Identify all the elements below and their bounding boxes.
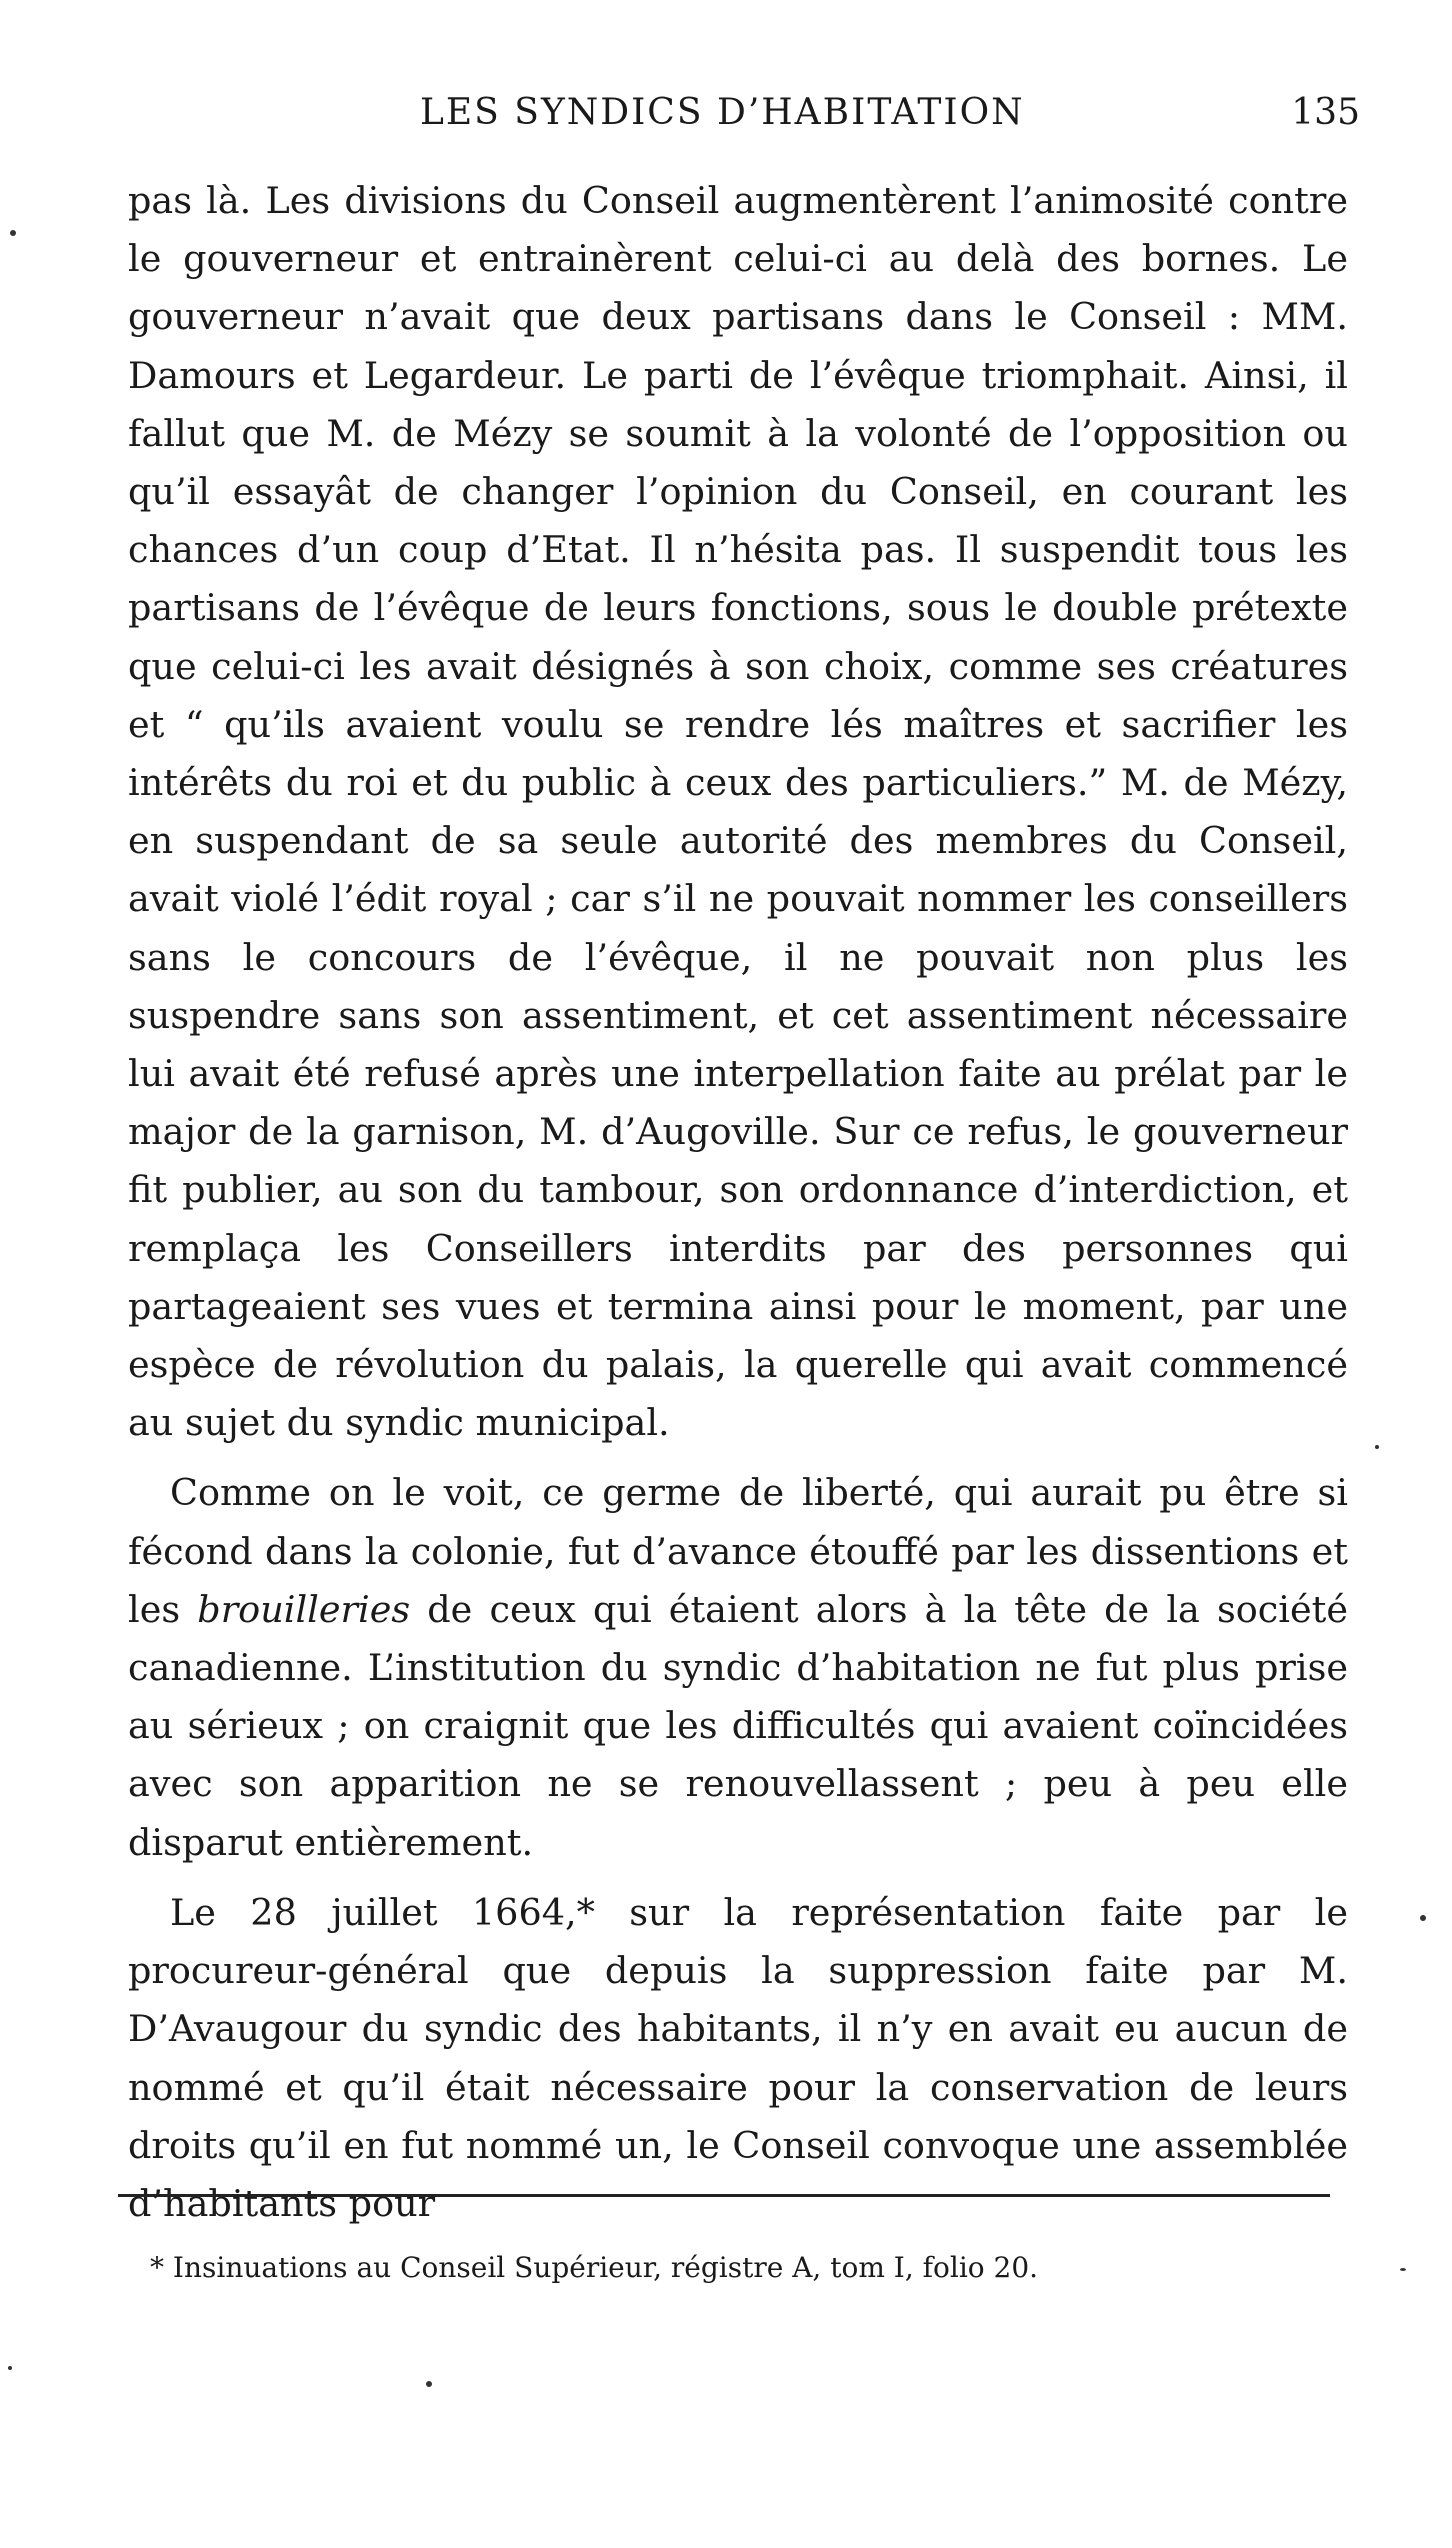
running-title: LES SYNDICS D’HABITATION (420, 92, 1025, 133)
paragraph-1: pas là. Les divisions du Conseil augmentèrent l’animosité contre le gouverneur et entrainèrent celui-ci au delà des bornes. Le gouverneur n’avait que deux partisans dans le Conseil : MM. Damours et Legardeur. Le parti de l’évêque triomphait. Ainsi, il fallut que M. de Mézy se soumit à la volonté de l’opposition ou qu’il essayât de changer l’opinion du Conseil, en courant les chances d’un coup d’Etat. Il n’hésita pas. Il suspendit tous les partisans de l’évêque de leurs fonctions, sous le double prétexte que celui-ci les avait désignés à son choix, comme ses créatures et “ qu’ils avaient voulu se rendre lés maîtres et sacrifier les intérêts du roi et du public à ceux des particuliers.” M. de Mézy, en suspendant de sa seule autorité des membres du Conseil, avait violé l’édit royal ; car s’il ne pouvait nommer les conseillers sans le concours de l’évêque, il ne pouvait non plus les suspendre sans son assentiment, et cet assentiment nécessaire lui avait été refusé après une interpellation faite au prélat par le major de la garnison, M. d’Augoville. Sur ce refus, le gouverneur fit publier, au son du tambour, son ordonnance d’interdiction, et remplaça les Conseillers interdits par des personnes qui partageaient ses vues et termina ainsi pour le moment, par une espèce de révolution du palais, la querelle qui avait commencé au sujet du syndic municipal. (128, 179, 1348, 1445)
scan-speck (8, 2366, 12, 2370)
scan-speck (1375, 1445, 1379, 1449)
footnote: * Insinuations au Conseil Supérieur, régistre A, tom I, folio 20. (150, 2251, 1039, 2284)
paragraph-2-start: Comme on le voit, ce germe de liberté, qui aurait pu être si fécond dans la colonie, fut d’avance étouffé par les dissentions et les (128, 1471, 1348, 1631)
paragraph-2-end: de ceux qui étaient alors à la tête de la société canadienne. L’institution du syndic d’habitation ne fut plus prise au sérieux ; on craignit que les difficultés qui avaient coïncidées avec son apparition ne se renouvellassent ; peu à peu elle disparut entièrement. (128, 1587, 1348, 1864)
scan-speck (1420, 1915, 1426, 1921)
scan-speck (1400, 2268, 1406, 2271)
paragraph-2 (128, 1464, 1348, 1871)
italic-term: brouilleries (197, 1587, 411, 1631)
running-head (120, 92, 1360, 140)
body-text (128, 172, 1348, 2233)
page-number: 135 (1291, 92, 1360, 133)
scan-speck (426, 2381, 432, 2387)
footnote-rule (118, 2194, 1330, 2197)
scan-speck (10, 230, 16, 236)
paragraph-3: Le 28 juillet 1664,* sur la représentation faite par le procureur-général que depuis la suppression faite par M. D’Avaugour du syndic des habitants, il n’y en avait eu aucun de nommé et qu’il était nécessaire pour la conservation de leurs droits qu’il en fut nommé un, le Conseil convoque une assemblée d’habitants pour (128, 1890, 1348, 2225)
